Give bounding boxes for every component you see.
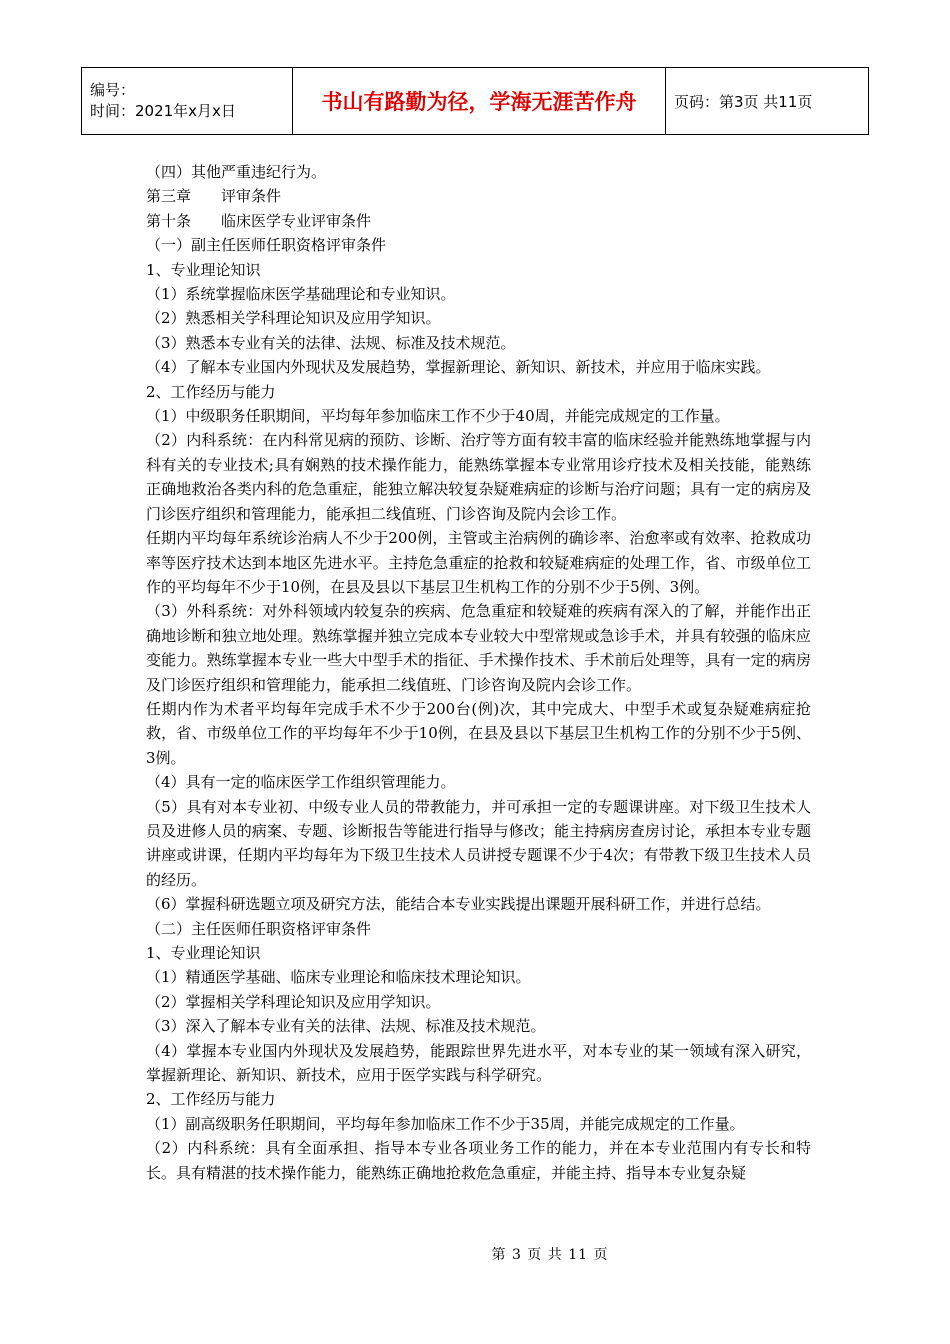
paragraph: （2）熟悉相关学科理论知识及应用学知识。 xyxy=(146,309,441,328)
document-number-label: 编号： xyxy=(90,81,136,99)
document-body xyxy=(146,160,811,1185)
footer-page-number: 第 3 页 共 11 页 xyxy=(491,1247,609,1263)
subsection-heading: 1、专业理论知识 xyxy=(146,260,261,279)
header-page-label: 页码：第3页 共11页 xyxy=(666,68,869,135)
subsection-heading: 2、工作经历与能力 xyxy=(146,382,276,401)
section-heading: （二）主任医师任职资格评审条件 xyxy=(146,919,372,938)
document-date-label: 时间：2021年x月x日 xyxy=(90,102,236,120)
header-table xyxy=(81,67,869,135)
section-heading: （一）副主任医师任职资格评审条件 xyxy=(146,236,387,255)
header-motto: 书山有路勤为径，学海无涯苦作舟 xyxy=(293,68,666,135)
page-footer xyxy=(0,1244,950,1264)
paragraph: （1）中级职务任职期间，平均每年参加临床工作不少于40周，并能完成规定的工作量。 xyxy=(146,407,730,426)
header-left-cell xyxy=(82,68,293,135)
chapter-heading: 第三章 评审条件 xyxy=(146,187,282,206)
paragraph: （2）内科系统：在内科常见病的预防、诊断、治疗等方面有较丰富的临床经验并能熟练地掌握与内科有关的专业技术;具有娴熟的技术操作能力，能熟练掌握本专业常用诊疗技术及相关技能，能熟练正确地救治各类内科的危急重症，能独立解决较复杂疑难病症的诊断与治疗问题；具有一定的病房及门诊医疗组织和管理能力，能承担二线值班、门诊咨询及院内会诊工作。 xyxy=(146,431,811,523)
paragraph: （1）精通医学基础、临床专业理论和临床技术理论知识。 xyxy=(146,968,531,987)
paragraph: （1）系统掌握临床医学基础理论和专业知识。 xyxy=(146,285,456,304)
article-heading: 第十条 临床医学专业评审条件 xyxy=(146,211,372,230)
paragraph: （4）了解本专业国内外现状及发展趋势，掌握新理论、新知识、新技术，并应用于临床实践。 xyxy=(146,358,771,377)
paragraph: （3）熟悉本专业有关的法律、法规、标准及技术规范。 xyxy=(146,333,516,352)
paragraph: （4）掌握本专业国内外现状及发展趋势，能跟踪世界先进水平，对本专业的某一领域有深入研究，掌握新理论、新知识、新技术，应用于医学实践与科学研究。 xyxy=(146,1041,811,1085)
subsection-heading: 1、专业理论知识 xyxy=(146,944,261,962)
paragraph: （6）掌握科研选题立项及研究方法，能结合本专业实践提出课题开展科研工作，并进行总结。 xyxy=(146,895,771,914)
paragraph: （2）掌握相关学科理论知识及应用学知识。 xyxy=(146,992,441,1011)
paragraph: （3）外科系统：对外科领域内较复杂的疾病、危急重症和较疑难的疾病有深入的了解，并能作出正确地诊断和独立地处理。熟练掌握并独立完成本专业较大中型常规或急诊手术，并具有较强的临床应变能力。熟练掌握本专业一些大中型手术的指征、手术操作技术、手术前后处理等，具有一定的病房及门诊医疗组织和管理能力，能承担二线值班、门诊咨询及院内会诊工作。 xyxy=(146,602,811,694)
paragraph: （2）内科系统：具有全面承担、指导本专业各项业务工作的能力，并在本专业范围内有专长和特长。具有精湛的技术操作能力，能熟练正确地抢救危急重症，并能主持、指导本专业复杂疑 xyxy=(146,1139,811,1182)
paragraph: 任期内平均每年系统诊治病人不少于200例，主管或主治病例的确诊率、治愈率或有效率、抢救成功率等医疗技术达到本地区先进水平。主持危急重症的抢救和较疑难病症的处理工作，省、市级单位工作的平均每年不少于10例，在县及县以下基层卫生机构工作的分别不少于5例、3例。 xyxy=(146,529,811,596)
paragraph: （四）其他严重违纪行为。 xyxy=(146,163,327,181)
paragraph: （5）具有对本专业初、中级专业人员的带教能力，并可承担一定的专题课讲座。对下级卫生技术人员及进修人员的病案、专题、诊断报告等能进行指导与修改；能主持病房查房讨论，承担本专业专题讲座或讲课，任期内平均每年为下级卫生技术人员讲授专题课不少于4次；有带教下级卫生技术人员的经历。 xyxy=(146,797,811,889)
paragraph: 任期内作为术者平均每年完成手术不少于200台(例)次，其中完成大、中型手术或复杂疑难病症抢救，省、市级单位工作的平均每年不少于10例，在县及县以下基层卫生机构工作的分别不少于5例、3例。 xyxy=(146,699,811,767)
paragraph: （4）具有一定的临床医学工作组织管理能力。 xyxy=(146,773,456,792)
paragraph: （1）副高级职务任职期间，平均每年参加临床工作不少于35周，并能完成规定的工作量。 xyxy=(146,1114,745,1133)
paragraph: （3）深入了解本专业有关的法律、法规、标准及技术规范。 xyxy=(146,1017,546,1036)
subsection-heading: 2、工作经历与能力 xyxy=(146,1090,276,1109)
